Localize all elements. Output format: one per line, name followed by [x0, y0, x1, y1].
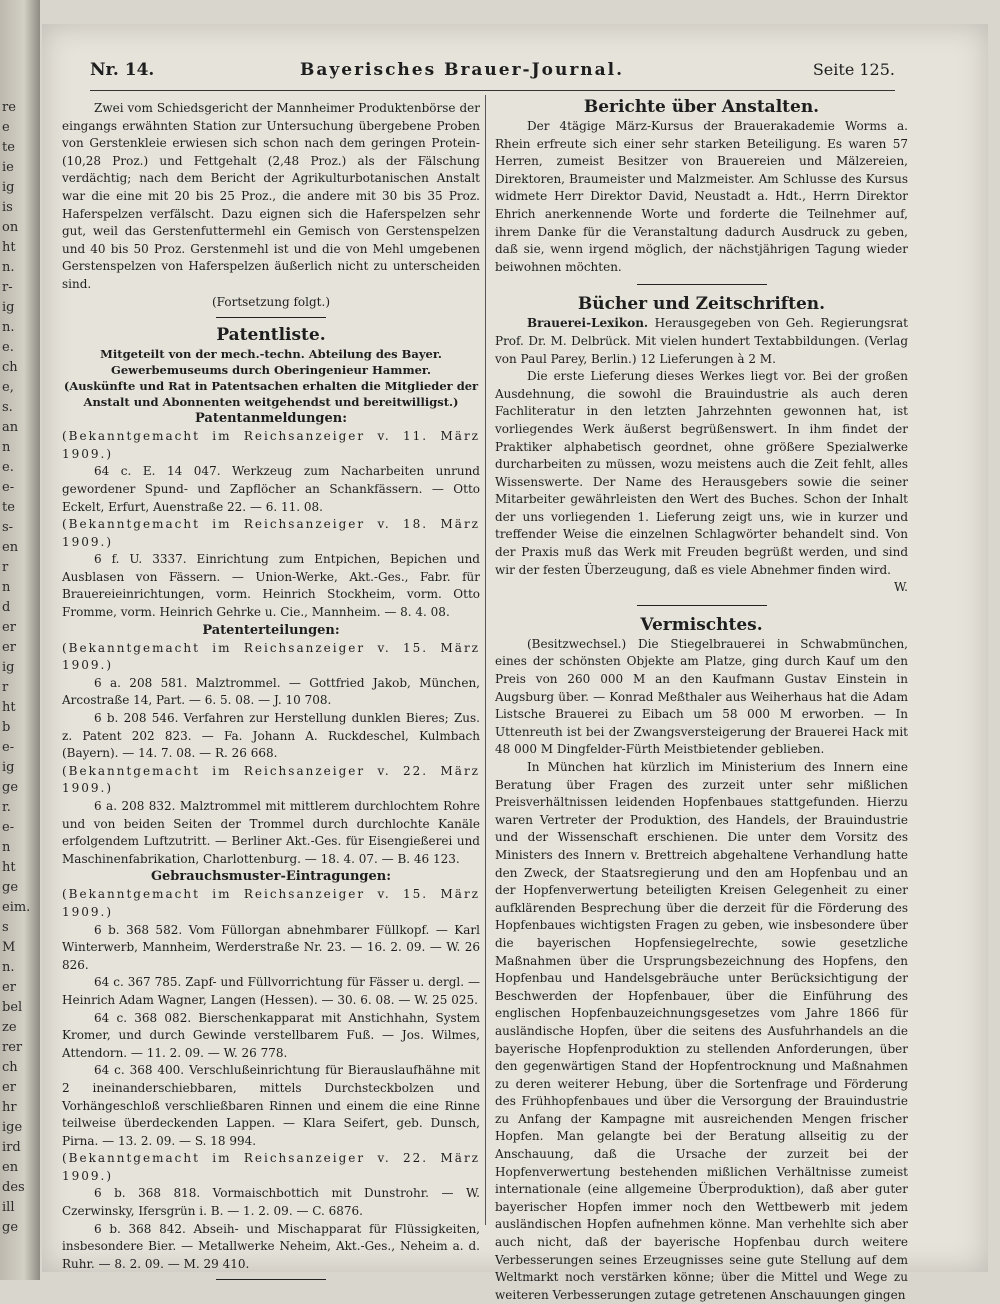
books-heading: Bücher und Zeitschriften. [577, 294, 826, 315]
announcement-date: (Bekanntgemacht im Reichsanzeiger v. 22. März 1909.) [62, 1151, 480, 1183]
edge-fragment: ig [2, 760, 15, 775]
patent-applications-heading: Patentanmeldungen: [194, 411, 348, 427]
misc-paragraph-hops: In München hat kürzlich im Ministerium des Innern eine Beratung über Fragen des zurzeit unter sehr mißlichen Preisverhältnissen leidenden Hopfenbaues stattgefunden. Hierzu waren Vertreter der Produktion, des Handels, der Brauindustrie und der Wissenschaft erschienen. Die unter dem Vorsitz des Ministers des Innern v. Brettreich abgehaltene Verhandlung hatte den Zweck, der Staatsregierung und den am Hopfenbau und an der Hopfenverwertung beteiligten Kreisen Gelegenheit zu einer aufklärenden Besprechung über die derzeit für die Förderung des Hopfenbaues wichtigsten Fragen zu geben, wie insbesondere über die bayerischen Hopfensiegelrechte, sowie gesetzliche Maßnahmen über die Ursprungsbezeichnung des Hopfens, den Hopfenbau und Handelsgebräuche unter Berücksichtigung der Beschwerden der Hopfenbauer, über die Einführung des englischen Hopfenbauzeichnungsgesetzes vom Jahre 1866 für ausländische Hopfen, über die seitens des Ausfuhrhandels an die bayerische Hopfenproduktion zu stellenden Anforderungen, über den gegenwärtigen Stand der Hopfentrocknung und Maßnahmen zu deren weiterer Hebung, über die Sortenfrage und Förderung des Frühhopfenbaues und über die Versorgung der Brauindustrie zu Anfang der Kampagne mit ausreichenden Mengen frischer Hopfen. Man gelangte bei der Beratung allseitig zu der Anschauung, daß die Ursache der zurzeit bei der Hopfenverwertung bestehenden mißlichen Verhältnisse zumeist internationale (eine allgemeine Überproduktion), daß aber guter bayerischer Hopfen immer noch den Wettbewerb mit jedem ausländischen Hopfen aufnehmen könne. Man verhehlte sich aber auch nicht, daß der bayerische Hopfenbau durch weitere Verbesserungen seines Erzeugnisses seine gute Stellung auf dem Weltmarkt noch verstärken könne; über die Mittel und Wege zu weiteren Verbesserungen zutage getretenen Anschauungen gingen [495, 760, 908, 1302]
issue-number: Nr. 14. [90, 60, 155, 80]
edge-fragment: r- [2, 280, 13, 295]
section-rule [637, 284, 767, 285]
edge-fragment: ig [2, 660, 15, 675]
edge-fragment: te [2, 500, 15, 515]
edge-fragment: M [2, 940, 16, 955]
section-rule [637, 605, 767, 606]
edge-fragment: e, [2, 380, 14, 395]
page-header [90, 60, 895, 88]
edge-fragment: r. [2, 800, 11, 815]
edge-fragment: r [2, 680, 9, 695]
edge-fragment: n [2, 580, 11, 595]
edge-fragment: ge [2, 1220, 19, 1235]
edge-fragment: er [2, 640, 16, 655]
utility-entry: 64 c. 367 785. Zapf- und Füllvorrichtung für Fässer u. dergl. — Heinrich Adam Wagner, Langen (Hessen). — 30. 6. 08. — W. 25 025. [62, 975, 480, 1007]
edge-fragment: ig [2, 180, 15, 195]
utility-entry: 6 b. 368 842. Abseih- und Mischapparat für Flüssigkeiten, insbesondere Bier. — Metallwerke Neheim, Akt.-Ges., Neheim a. d. Ruhr. — 8. 2. 09. — M. 29 410. [62, 1221, 480, 1271]
edge-fragment: is [2, 200, 13, 215]
patent-entry: 6 f. U. 3337. Einrichtung zum Entpichen, Bepichen und Ausblasen von Fässern. — Union-Werke, Akt.-Ges., Fabr. für Brauereieinrichtungen, vorm. Heinrich Stockheim, vorm. Otto Fromme, vorm. Heinrich Gehrke u. Cie., Mannheim. — 8. 4. 08. [62, 552, 480, 620]
edge-fragment: ht [2, 860, 16, 875]
edge-fragment: ill [2, 1200, 15, 1215]
utility-entry: 6 b. 368 582. Vom Füllorgan abnehmbarer Füllkopf. — Karl Winterwerb, Mannheim, Werderstraße Nr. 23. — 16. 2. 09. — W. 26 826. [62, 922, 480, 972]
intro-paragraph: Zwei vom Schiedsgericht der Mannheimer Produktenbörse der eingangs erwähnten Station zur Untersuchung übergebene Proben von Gerstenkleie erwiesen sich schon nach dem geringen Protein- (10,28 Proz.) und Fettgehalt (2,48 Proz.) als der Fälschung verdächtig; nach dem Bericht der Agrikulturbotanischen Anstalt war die eine mit 20 bis 25 Proz., die andere mit 30 bis 35 Proz. Haferspelzen verfälscht. Dazu eignen sich die Haferspelzen sehr gut, weil das Gerstenfuttermehl ein Gemisch von Gerstenspelzen und 40 bis 50 Proz. Gerstenmehl ist und die von Mehl umgebenen Gerstenspelzen von Haferspelzen äußerlich nicht zu unterscheiden sind. [62, 101, 480, 291]
patent-list-credit: Mitgeteilt von der mech.-techn. Abteilung des Bayer. Gewerbemuseums durch Oberingenieur Hammer. [100, 347, 442, 378]
patent-entry: 6 a. 208 832. Malztrommel mit mittlerem durchlochtem Rohre und von beiden Seiten der Trommel durch durchlochte Kanäle erfolgendem Luftzutritt. — Berliner Akt.-Ges. für Eisengießerei und Maschinenfabrikation, Charlottenburg. — 18. 4. 07. — B. 46 123. [62, 799, 480, 866]
books-intro [495, 315, 908, 368]
edge-fragment: r [2, 560, 9, 575]
edge-fragment: des [2, 1180, 25, 1195]
edge-fragment: on [2, 220, 19, 235]
edge-fragment: ige [2, 1120, 23, 1135]
edge-fragment: er [2, 620, 16, 635]
edge-fragment: e. [2, 460, 14, 475]
edge-fragment: s- [2, 520, 14, 535]
edge-fragment: te [2, 140, 15, 155]
left-column [62, 100, 480, 1286]
utility-model-heading: Gebrauchsmuster-Eintragungen: [150, 869, 392, 885]
patent-list-note: (Auskünfte und Rat in Patentsachen erhalten die Mitglieder der Anstalt und Abonnenten weitgehendst und bereitwilligst.) [63, 379, 479, 410]
utility-entry: 6 b. 368 818. Vormaischbottich mit Dunstrohr. — W. Czerwinsky, Ifersgrün i. B. — 1. 2. 09. — C. 6876. [62, 1186, 480, 1219]
edge-fragment: ht [2, 240, 16, 255]
edge-fragment: d [2, 600, 11, 615]
edge-fragment: rer [2, 1040, 23, 1055]
header-rule [90, 90, 895, 91]
edge-fragment: e [2, 120, 10, 135]
edge-fragment: e- [2, 740, 15, 755]
adjacent-page-edge [0, 0, 40, 1280]
patent-entry: 6 b. 208 546. Verfahren zur Herstellung dunklen Bieres; Zus. z. Patent 202 823. — Fa. Johann A. Ruckdeschel, Kulmbach (Bayern). — 14. 7. 08. — R. 26 668. [62, 711, 480, 761]
edge-fragment: ch [2, 1060, 18, 1075]
patent-entry: 6 a. 208 581. Malztrommel. — Gottfried Jakob, München, Arcostraße 14, Part. — 6. 5. 08. — J. 10 708. [62, 675, 480, 708]
edge-fragment: n. [2, 320, 15, 335]
edge-fragment: e. [2, 340, 14, 355]
misc-heading: Vermischtes. [640, 614, 763, 635]
announcement-date: (Bekanntgemacht im Reichsanzeiger v. 15. März 1909.) [62, 887, 480, 919]
edge-fragment: ch [2, 360, 18, 375]
edge-fragment: eim. [2, 900, 31, 915]
edge-fragment: s [2, 920, 9, 935]
reports-paragraph: Der 4tägige März-Kursus der Brauerakademie Worms a. Rhein erfreute sich einer sehr starken Beteiligung. Es waren 57 Herren, zumeist Besitzer von Brauereien und Mälzereien, Direktoren, Braumeister und Malzmeister. Am Schlusse des Kursus widmete Herr Direktor David, Neustadt a. Hdt., Herrn Direktor Ehrich anerkennende Worte und forderte die Teilnehmer auf, ihrem Danke für die Veranstaltung dadurch Ausdruck zu geben, daß sie, wenn irgend möglich, der nächstjährigen Tagung wieder beiwohnen möchten. [495, 119, 908, 274]
column-divider [485, 95, 486, 1225]
books-signature: W. [893, 580, 908, 595]
edge-fragment: ig [2, 300, 15, 315]
books-intro-text: Herausgegeben von Geh. Regierungsrat Prof. Dr. M. Delbrück. Mit vielen hundert Textabbildungen. (Verlag von Paul Parey, Berlin.) 12 Lieferungen à 2 M. [495, 316, 908, 366]
right-column [495, 96, 908, 1304]
page-number: Seite 125. [812, 60, 895, 79]
edge-fragment: ie [2, 160, 14, 175]
edge-fragment: ge [2, 780, 19, 795]
edge-fragment: hr [2, 1100, 17, 1115]
edge-fragment: n [2, 840, 11, 855]
patent-list-heading: Patentliste. [216, 325, 326, 346]
edge-fragment: s. [2, 400, 13, 415]
announcement-date: (Bekanntgemacht im Reichsanzeiger v. 11. März 1909.) [62, 429, 480, 461]
edge-fragment: an [2, 420, 19, 435]
edge-fragment: n [2, 440, 11, 455]
edge-fragment: e- [2, 820, 15, 835]
edge-fragment: n. [2, 260, 15, 275]
utility-entry: 64 c. 368 400. Verschlußeinrichtung für Bierauslaufhähne mit 2 ineinanderschiebbaren, mittels Durchsteckbolzen und Vorhängeschloß verschließbaren Rinnen und einem die eine Rinne teilweise überdeckenden Lappen. — Klara Seifert, geb. Dunsch, Pirna. — 13. 2. 09. — S. 18 994. [62, 1063, 480, 1148]
misc-paragraph-ownership: (Besitzwechsel.) Die Stiegelbrauerei in Schwabmünchen, eines der schönsten Objekte am Platze, ging durch Kauf um den Preis von 260 000 M an den Kaufmann Gustav Einstein in Augsburg über. — Konrad Meßthaler aus Weiherhaus hat die Adam Listsche Brauerei zu Eibach um 58 000 M erworben. — In Uttenreuth ist bei der Zwangsversteigerung der Brauerei Hack mit 48 000 M Dingfelder-Fürth Meistbietender geblieben. [495, 636, 908, 757]
announcement-date: (Bekanntgemacht im Reichsanzeiger v. 22. März 1909.) [62, 763, 480, 796]
edge-fragment: bel [2, 1000, 23, 1015]
edge-fragment: re [2, 100, 16, 115]
books-lead: Brauerei-Lexikon. [527, 316, 649, 331]
patent-grants-heading: Patenterteilungen: [202, 622, 340, 638]
edge-fragment: b [2, 720, 11, 735]
edge-fragment: ird [2, 1140, 21, 1155]
announcement-date: (Bekanntgemacht im Reichsanzeiger v. 18. März 1909.) [62, 517, 480, 549]
edge-fragment: er [2, 1080, 16, 1095]
continued-note: (Fortsetzung folgt.) [212, 294, 330, 309]
books-review: Die erste Lieferung dieses Werkes liegt vor. Bei der großen Ausdehnung, die sowohl die Brauindustrie als auch deren Fachliteratur in den letzten Jahrzehnten gewonnen hat, ist vorliegendes Werk äußerst begrüßenswert. In ihm findet der Praktiker alphabetisch geordnet, ohne größere Spezialwerke durcharbeiten zu müssen, wozu meistens auch die Zeit fehlt, alles Wissenswerte. Der Name des Herausgebers sowie die seiner Mitarbeiter gewährleisten den Wert des Buches. Schon der Inhalt der uns vorliegenden 1. Lieferung zeigt uns, wie in kurzer und treffender Weise die einzelnen Schlagwörter behandelt sind. Von der Praxis muß das Werk mit Freuden begrüßt werden, und sind wir der festen Überzeugung, daß es viele Abnehmer finden wird. [495, 369, 908, 577]
edge-fragment: ht [2, 700, 16, 715]
utility-entry: 64 c. 368 082. Bierschenkapparat mit Anstichhahn, System Kromer, und durch Gewinde verstellbarem Fuß. — Jos. Wilmes, Attendorn. — 11. 2. 09. — W. 26 778. [62, 1010, 480, 1060]
journal-title: Bayerisches Brauer-Journal. [300, 60, 625, 80]
edge-fragment: en [2, 1160, 19, 1175]
announcement-date: (Bekanntgemacht im Reichsanzeiger v. 15. März 1909.) [62, 640, 480, 673]
edge-fragment: er [2, 980, 16, 995]
patent-entry: 64 c. E. 14 047. Werkzeug zum Nacharbeiten unrund gewordener Spund- und Zapflöcher an Schankfässern. — Otto Eckelt, Erfurt, Auenstraße 22. — 6. 11. 08. [62, 464, 480, 514]
edge-fragment: e- [2, 480, 15, 495]
edge-fragment: n. [2, 960, 15, 975]
reports-heading: Berichte über Anstalten. [583, 97, 820, 117]
section-rule [216, 317, 326, 318]
edge-fragment: en [2, 540, 19, 555]
edge-fragment: ze [2, 1020, 17, 1035]
edge-fragment: ge [2, 880, 19, 895]
